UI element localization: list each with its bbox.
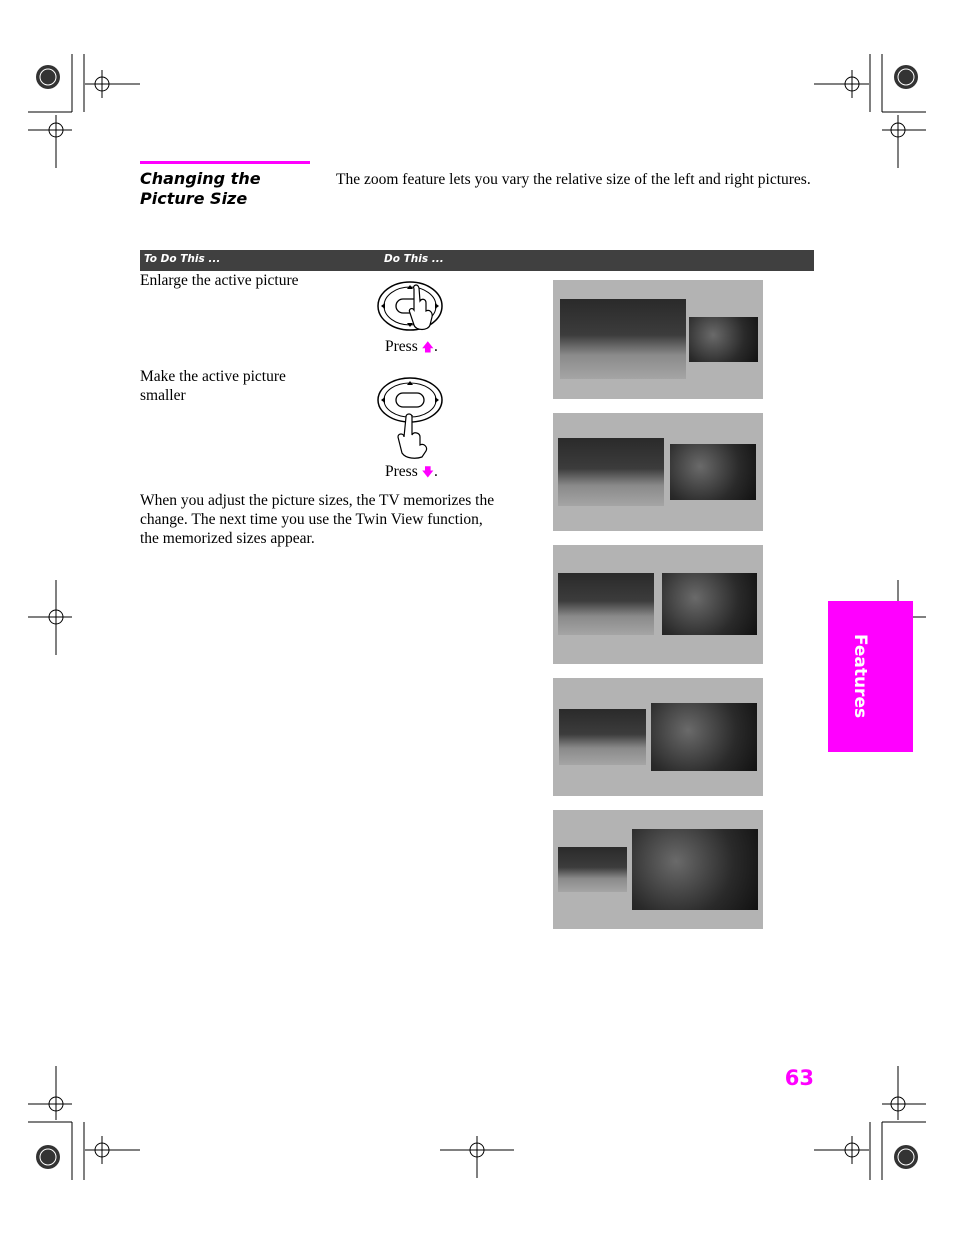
remote-joystick-down-icon [376, 375, 446, 459]
page-number: 63 [784, 1066, 814, 1090]
down-arrow-icon: 🡇 [421, 465, 434, 479]
remote-joystick-up-icon [376, 279, 446, 333]
row-action-enlarge: Enlarge the active picture [140, 272, 299, 289]
twin-view-panel-1 [553, 280, 763, 399]
press-up-instruction: Press 🡅. [385, 338, 438, 355]
twin-view-panel-2 [553, 413, 763, 531]
section-rule [140, 161, 310, 164]
basketball-image [670, 444, 756, 500]
features-side-tab [828, 601, 913, 752]
football-player-image [560, 299, 686, 379]
features-tab-label: Features [850, 633, 870, 719]
basketball-image [689, 317, 758, 362]
press-label: Press [385, 463, 418, 480]
intro-text: The zoom feature lets you vary the relative size of the left and right pictures. [336, 171, 811, 188]
section-title-line2: Picture Size [140, 189, 248, 208]
section-title [140, 169, 330, 209]
press-label: Press [385, 338, 418, 355]
basketball-image [651, 703, 757, 771]
twin-view-panel-5 [553, 810, 763, 929]
football-player-image [558, 573, 654, 635]
section-title-line1: Changing the [140, 169, 261, 188]
registration-mark-icon [85, 70, 140, 98]
table-header-col1: To Do This ... [144, 253, 221, 265]
press-down-instruction: Press 🡇. [385, 463, 438, 480]
football-player-image [558, 847, 627, 892]
row-action-smaller: Make the active picture smaller [140, 368, 286, 404]
twin-view-panel-3 [553, 545, 763, 664]
football-player-image [559, 709, 646, 765]
twin-view-panel-4 [553, 678, 763, 796]
football-player-image [558, 438, 664, 506]
up-arrow-icon: 🡅 [421, 340, 434, 354]
memorize-note: When you adjust the picture sizes, the TV memorizes the change. The next time you use the Twin View function, the memorized sizes appear. [140, 492, 495, 547]
basketball-image [662, 573, 757, 635]
table-header [140, 250, 814, 271]
basketball-image [632, 829, 758, 910]
table-header-col2: Do This ... [384, 253, 444, 265]
